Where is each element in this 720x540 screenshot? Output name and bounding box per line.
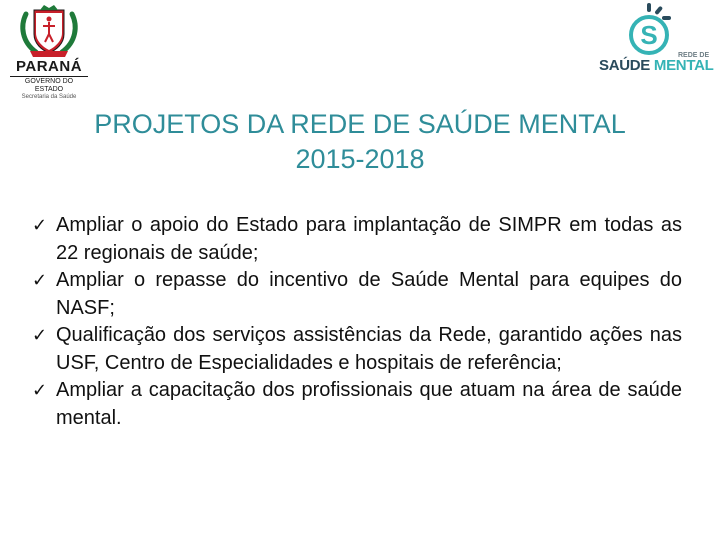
checkmark-icon: ✓ [32,380,48,401]
checkmark-icon: ✓ [32,270,48,291]
rede-de-label: REDE DE [678,52,710,59]
list-item-text: Ampliar o apoio do Estado para implantação de SIMPR em todas as 22 regionais de saúde; [56,214,682,264]
parana-department-line: Secretaria da Saúde [21,94,77,100]
parana-name: PARANÁ [15,58,83,75]
title-line-1: PROJETOS DA REDE DE SAÚDE MENTAL [94,109,626,139]
list-item [32,212,682,267]
page-title [30,107,690,177]
checkmark-icon: ✓ [32,325,48,346]
checkmark-icon: ✓ [32,215,48,236]
parana-logo [6,4,92,100]
svg-text:S: S [640,20,658,50]
list-item [32,267,682,322]
rede-saude-mental-s-icon [596,2,720,58]
list-item [32,322,682,377]
parana-coat-of-arms-icon [18,4,80,58]
rede-saude-mental-logo [596,2,720,78]
title-line-2: 2015-2018 [295,144,425,174]
mental-word: MENTAL [653,57,714,74]
saude-word: SAÚDE [599,57,651,74]
bullet-list [32,212,682,432]
list-item-text: Qualificação dos serviços assistências da Rede, garantido ações nas USF, Centro de Especialidades e hospitais de referência; [56,324,682,374]
list-item [32,377,682,432]
saude-mental-wordmark [599,57,713,74]
list-item-text: Ampliar a capacitação dos profissionais que atuam na área de saúde mental. [56,379,682,429]
list-item-text: Ampliar o repasse do incentivo de Saúde Mental para equipes do NASF; [56,269,682,319]
parana-government-line: GOVERNO DO ESTADO [10,76,88,94]
